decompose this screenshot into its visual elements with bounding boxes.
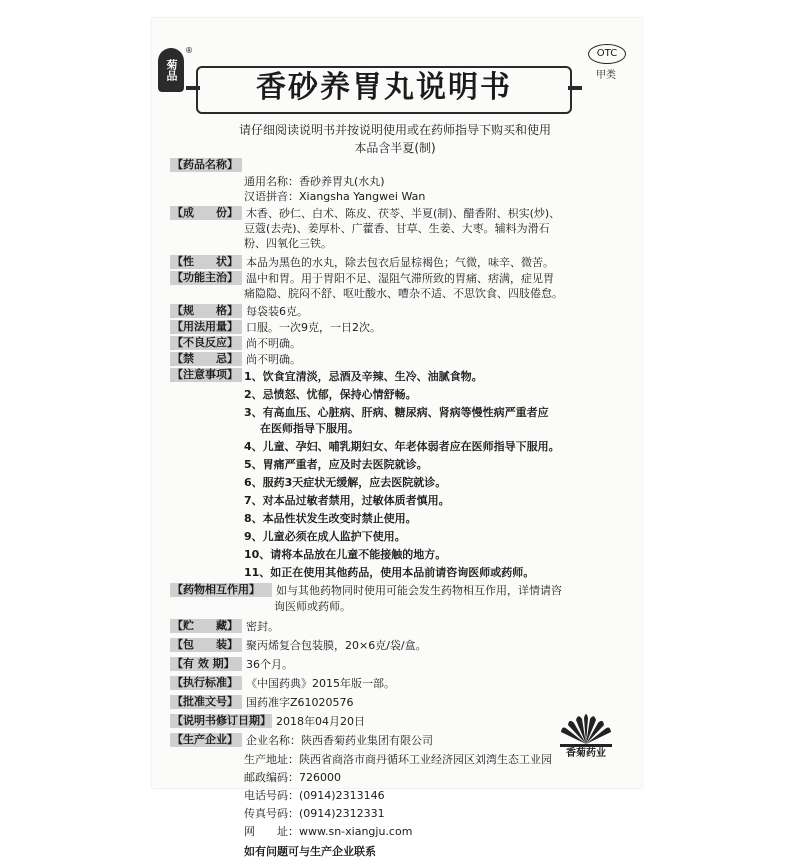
maker-fax: 传真号码：(0914)2312331 (244, 807, 385, 820)
indications-line-2: 痛隐隐、脘闷不舒、呕吐酸水、嘈杂不适、不思饮食、四肢倦怠。 (244, 287, 563, 300)
usage-label: 【用法用量】 (170, 320, 242, 334)
company-logo-text: 香菊药业 (566, 748, 606, 759)
usage-value: 口服。一次9克，一日2次。 (246, 321, 381, 334)
indications-label: 【功能主治】 (170, 271, 242, 285)
interaction-line-1: 如与其他药物同时使用可能会发生药物相互作用，详情请咨 (276, 584, 562, 597)
contra-value: 尚不明确。 (246, 353, 301, 366)
pinyin-name: 汉语拼音：Xiangsha Yangwei Wan (244, 190, 426, 203)
approval-label: 【批准文号】 (170, 695, 242, 709)
approval-value: 国药准字Z61020576 (246, 696, 354, 709)
adverse-label: 【不良反应】 (170, 336, 242, 350)
storage-label: 【贮 藏】 (170, 619, 242, 633)
spec-value: 每袋装6克。 (246, 305, 308, 318)
otc-badge: OTC (588, 44, 626, 64)
ingredients-label: 【成 份】 (170, 206, 242, 220)
validity-value: 36个月。 (246, 658, 293, 671)
standard-value: 《中国药典》2015年版一部。 (246, 677, 395, 690)
contra-row (170, 352, 640, 367)
package-value: 聚丙烯复合包装膜，20×6克/袋/盒。 (246, 639, 427, 652)
revision-label: 【说明书修订日期】 (172, 714, 271, 727)
maker-address: 生产地址：陕西省商洛市商丹循环工业经济园区刘湾生态工业园 (244, 753, 552, 766)
note-item: 8、本品性状发生改变时禁止使用。 (244, 512, 417, 525)
adverse-value: 尚不明确。 (246, 337, 301, 350)
note-item: 4、儿童、孕妇、哺乳期妇女、年老体弱者应在医师指导下服用。 (244, 440, 560, 453)
name-row (170, 158, 242, 172)
ingredients-row (170, 206, 640, 221)
storage-value: 密封。 (246, 620, 279, 633)
validity-row (170, 657, 640, 672)
note-item: 10、请将本品放在儿童不能接触的地方。 (244, 548, 447, 561)
storage-row (170, 619, 640, 634)
maker-phone: 电话号码：(0914)2313146 (244, 789, 385, 802)
registered-mark: ® (185, 46, 193, 55)
note-item: 1、饮食宜清淡，忌酒及辛辣、生冷、油腻食物。 (244, 370, 483, 383)
maker-website: 网 址：www.sn-xiangju.com (244, 825, 413, 838)
note-item: 3、有高血压、心脏病、肝病、糖尿病、肾病等慢性病严重者应 (244, 406, 549, 419)
standard-row (170, 676, 640, 691)
note-item: 6、服药3天症状无缓解，应去医院就诊。 (244, 476, 447, 489)
usage-notice: 请仔细阅读说明书并按说明使用或在药师指导下购买和使用 (238, 123, 551, 137)
interaction-label: 【药物相互作用】 (170, 583, 272, 597)
otc-class: 甲类 (596, 70, 616, 81)
indications-line-1: 温中和胃。用于胃阳不足、湿阻气滞所致的胃痛、痞满，症见胃 (246, 272, 554, 285)
properties-row (170, 255, 640, 270)
ingredients-line-2: 豆蔻(去壳)、姜厚朴、广藿香、甘草、生姜、大枣。辅料为滑石 (244, 222, 550, 235)
maker-name: 企业名称：陕西香菊药业集团有限公司 (246, 734, 433, 747)
adverse-row (170, 336, 640, 351)
revision-value: 2018年04月20日 (276, 715, 365, 728)
note-item: 7、对本品过敏者禁用，过敏体质者慎用。 (244, 494, 450, 507)
note-item: 11、如正在使用其他药品，使用本品前请咨询医师或药师。 (244, 566, 535, 579)
maker-label: 【生产企业】 (170, 733, 242, 747)
note-item: 在医师指导下服用。 (260, 422, 359, 435)
standard-label: 【执行标准】 (170, 676, 242, 690)
notes-label: 【注意事项】 (170, 368, 242, 382)
note-item: 9、儿童必须在成人监护下使用。 (244, 530, 406, 543)
maker-postcode: 邮政编码：726000 (244, 771, 341, 784)
ingredients-line-1: 木香、砂仁、白术、陈皮、茯苓、半夏(制)、醋香附、枳实(炒)、 (246, 207, 561, 220)
interaction-line-2: 询医师或药师。 (274, 600, 351, 613)
spec-row (170, 304, 640, 319)
ingredient-notice: 本品含半夏(制) (354, 141, 436, 155)
contact-note: 如有问题可与生产企业联系 (244, 845, 376, 858)
document-title: 香砂养胃丸说明书 (256, 70, 512, 105)
company-logo-icon (556, 700, 616, 750)
common-name: 通用名称：香砂养胃丸(水丸) (244, 175, 385, 188)
package-label: 【包 装】 (170, 638, 242, 652)
name-label: 【药品名称】 (170, 158, 242, 172)
interaction-row (170, 583, 640, 598)
usage-row (170, 320, 640, 335)
package-row (170, 638, 640, 653)
spec-label: 【规 格】 (170, 304, 242, 318)
brand-badge: 菊品 (158, 48, 184, 92)
properties-value: 本品为黑色的水丸，除去包衣后显棕褐色；气微，味辛、微苦。 (246, 256, 554, 269)
note-item: 2、忌愤怒、忧郁，保持心情舒畅。 (244, 388, 417, 401)
ingredients-line-3: 粉、四氧化三铁。 (244, 237, 332, 250)
note-item: 5、胃痛严重者，应及时去医院就诊。 (244, 458, 428, 471)
contra-label: 【禁 忌】 (170, 352, 242, 366)
indications-row (170, 271, 640, 286)
properties-label: 【性 状】 (170, 255, 242, 269)
validity-label: 【有 效 期】 (170, 657, 242, 671)
